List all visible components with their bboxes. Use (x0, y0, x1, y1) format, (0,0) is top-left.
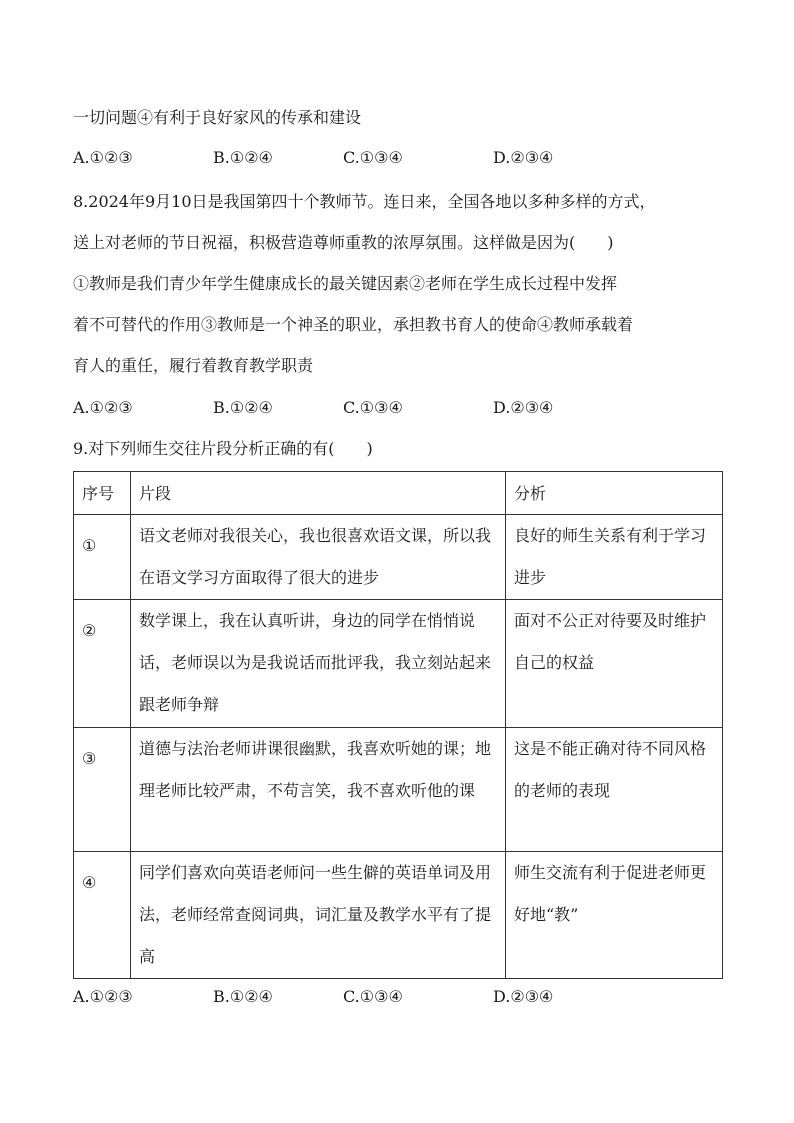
row-fragment (131, 852, 506, 979)
table-row (74, 600, 723, 728)
header-number: 序号 (74, 472, 131, 515)
row-fragment (131, 600, 506, 728)
q8-line: 育人的重任，履行着教育教学职责 (73, 356, 314, 375)
q8-line: ①教师是我们青少年学生健康成长的最关键因素②老师在学生成长过程中发挥 (73, 274, 618, 293)
q8-line: 送上对老师的节日祝福，积极营造尊师重教的浓厚氛围。这样做是因为( ) (73, 233, 614, 252)
carryover-text-line: 一切问题④有利于良好家风的传承和建设 (73, 108, 362, 127)
table-header-row (74, 472, 723, 515)
row-fragment (131, 515, 506, 600)
analysis-text: 良好的师生关系有利于学习进步 (514, 526, 707, 587)
row-number: ① (74, 515, 131, 600)
q8-line: 着不可替代的作用③教师是一个神圣的职业，承担教书育人的使命④教师承载着 (73, 315, 634, 334)
q8-option-a: A.①②③ (73, 398, 133, 417)
fragment-text: 同学们喜欢向英语老师问一些生僻的英语单词及用法，老师经常查阅词典，词汇量及教学水平有了提高 (139, 863, 492, 966)
q9-option-b: B.①②④ (213, 987, 273, 1006)
q8-options (73, 398, 733, 418)
q7-option-d: D.②③④ (493, 148, 554, 167)
q9-option-c: C.①③④ (343, 987, 403, 1006)
row-analysis (506, 852, 723, 979)
table-row (74, 728, 723, 852)
analysis-text: 师生交流有利于促进老师更好地“教” (514, 863, 707, 924)
row-number: ③ (74, 728, 131, 852)
q9-option-d: D.②③④ (493, 987, 554, 1006)
row-number: ② (74, 600, 131, 728)
q8-option-d: D.②③④ (493, 398, 554, 417)
row-analysis (506, 600, 723, 728)
q8-option-c: C.①③④ (343, 398, 403, 417)
q9-table (73, 471, 723, 979)
header-analysis: 分析 (506, 472, 723, 515)
q9-option-a: A.①②③ (73, 987, 133, 1006)
row-analysis (506, 728, 723, 852)
fragment-text: 道德与法治老师讲课很幽默，我喜欢听她的课；地理老师比较严肃，不苟言笑，我不喜欢听他的课 (139, 739, 492, 800)
q7-options (73, 148, 733, 168)
q7-option-b: B.①②④ (213, 148, 273, 167)
row-analysis (506, 515, 723, 600)
q8-stem (73, 190, 733, 395)
q8-option-b: B.①②④ (213, 398, 273, 417)
row-fragment (131, 728, 506, 852)
table-row (74, 515, 723, 600)
q8-line: 8.2024年9月10日是我国第四十个教师节。连日来，全国各地以多种多样的方式， (73, 192, 656, 211)
q9-options (73, 987, 733, 1007)
q7-option-c: C.①③④ (343, 148, 403, 167)
fragment-text: 数学课上，我在认真听讲，身边的同学在悄悄说话，老师误以为是我说话而批评我，我立刻站起来跟老师争辩 (139, 611, 492, 714)
analysis-text: 这是不能正确对待不同风格的老师的表现 (514, 739, 707, 800)
row-number: ④ (74, 852, 131, 979)
header-fragment: 片段 (131, 472, 506, 515)
q7-option-a: A.①②③ (73, 148, 133, 167)
analysis-text: 面对不公正对待要及时维护自己的权益 (514, 611, 707, 672)
q9-stem: 9.对下列师生交往片段分析正确的有( ) (73, 439, 373, 458)
table-row (74, 852, 723, 979)
fragment-text: 语文老师对我很关心，我也很喜欢语文课，所以我在语文学习方面取得了很大的进步 (139, 526, 492, 587)
